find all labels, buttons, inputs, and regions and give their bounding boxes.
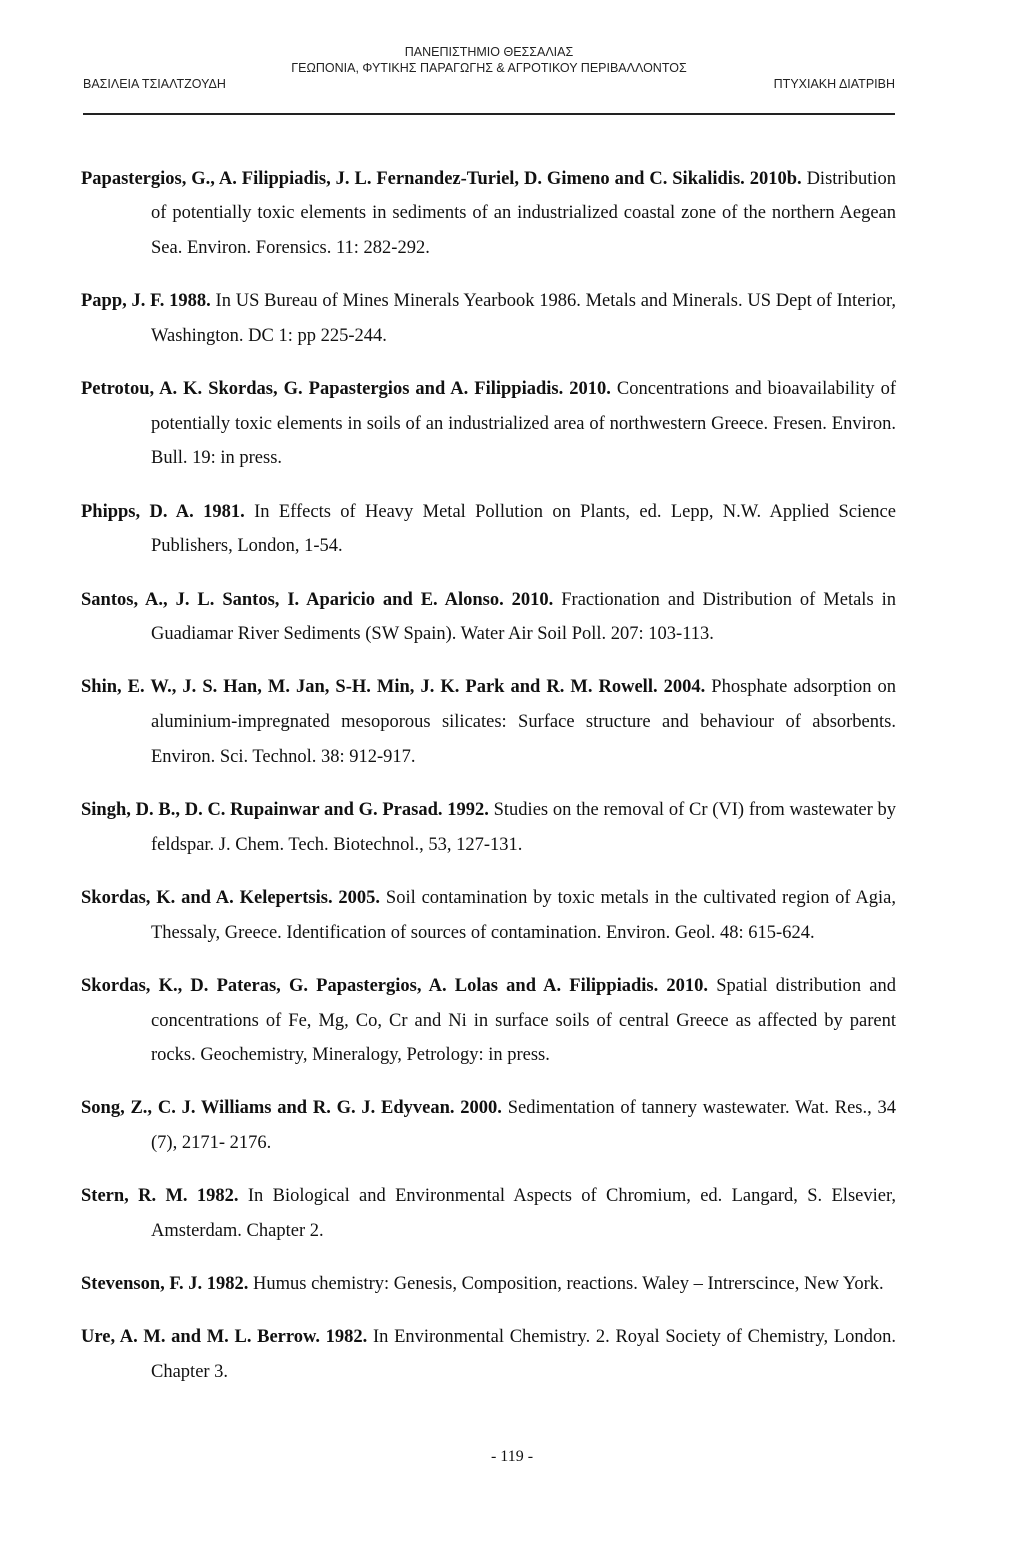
header-department: ΓΕΩΠΟΝΙΑ, ΦΥΤΙΚΗΣ ΠΑΡΑΓΩΓΗΣ & ΑΓΡΟΤΙΚΟΥ ΠΕΡΙΒΑΛΛΟΝΤΟΣ (291, 61, 687, 75)
page-number: - 119 - (490, 1448, 534, 1465)
reference-entry (81, 284, 896, 353)
reference-authors: Song, Z., C. J. Williams and R. G. J. Edyvean. 2000. (81, 1098, 502, 1119)
reference-text: Sedimentation of tannery wastewater. Wat. Res., 34 (7), 2171- 2176. (151, 1098, 897, 1154)
reference-authors: Skordas, K., D. Pateras, G. Papastergios, A. Lolas and A. Filippiadis. 2010. (81, 975, 709, 996)
header-thesis-label: ΠΤΥΧΙΑΚΗ ΔΙΑΤΡΙΒΗ (773, 77, 895, 91)
reference-authors: Santos, A., J. L. Santos, I. Aparicio and E. Alonso. 2010. (81, 589, 554, 610)
reference-entry (81, 670, 896, 774)
reference-text: In Effects of Heavy Metal Pollution on Plants, ed. Lepp, N.W. Applied Science Publishers, London, 1-54. (151, 501, 896, 557)
page-header (83, 44, 895, 94)
reference-entry (81, 1091, 896, 1160)
header-author: ΒΑΣΙΛΕΙΑ ΤΣΙΑΛΤΖΟΥΔΗ (83, 77, 226, 91)
reference-text: Phosphate adsorption on aluminium-impregnated mesoporous silicates: Surface structure and behaviour of absorbents. Environ. Sci. Technol. 38: 912-917. (151, 677, 897, 767)
header-row (83, 76, 895, 94)
reference-authors: Ure, A. M. and M. L. Berrow. 1982. (81, 1327, 368, 1348)
reference-entry (81, 1179, 896, 1248)
reference-authors: Papastergios, G., A. Filippiadis, J. L. Fernandez-Turiel, D. Gimeno and C. Sikalidis. 2010b. (81, 168, 802, 189)
reference-entry (81, 969, 896, 1073)
reference-text: Distribution of potentially toxic elements in sediments of an industrialized coastal zone of the northern Aegean Sea. Environ. Forensics. 11: 282-292. (151, 168, 896, 258)
reference-text: Spatial distribution and concentrations of Fe, Mg, Co, Cr and Ni in surface soils of central Greece as affected by parent rocks. Geochemistry, Mineralogy, Petrology: in press. (151, 975, 896, 1066)
reference-entry (81, 793, 896, 862)
reference-text: Studies on the removal of Cr (VI) from wastewater by feldspar. J. Chem. Tech. Biotechnol., 53, 127-131. (151, 800, 896, 855)
reference-text: Fractionation and Distribution of Metals in Guadiamar River Sediments (SW Spain). Water Air Soil Poll. 207: 103-113. (151, 589, 896, 645)
reference-authors: Shin, E. W., J. S. Han, M. Jan, S-H. Min, J. K. Park and R. M. Rowell. 2004. (81, 677, 706, 698)
reference-text: In Environmental Chemistry. 2. Royal Society of Chemistry, London. Chapter 3. (151, 1327, 896, 1383)
header-divider (83, 113, 895, 115)
reference-authors: Papp, J. F. 1988. (81, 291, 211, 312)
reference-entry (81, 1320, 896, 1389)
reference-text: In US Bureau of Mines Minerals Yearbook 1986. Metals and Minerals. US Dept of Interior, Washington. DC 1: pp 225-244. (151, 291, 897, 346)
reference-entry (81, 881, 896, 950)
reference-authors: Phipps, D. A. 1981. (81, 501, 245, 522)
reference-authors: Stern, R. M. 1982. (81, 1186, 239, 1207)
reference-authors: Singh, D. B., D. C. Rupainwar and G. Prasad. 1992. (81, 800, 489, 821)
reference-text: Concentrations and bioavailability of potentially toxic elements in soils of an industrialized area of northwestern Greece. Fresen. Environ. Bull. 19: in press. (151, 379, 896, 469)
reference-authors: Skordas, K. and A. Kelepertsis. 2005. (81, 887, 381, 908)
reference-entry (81, 583, 896, 652)
reference-entry (81, 495, 896, 564)
reference-list (81, 143, 896, 1396)
reference-text: In Biological and Environmental Aspects of Chromium, ed. Langard, S. Elsevier, Amsterdam. Chapter 2. (151, 1186, 896, 1242)
header-university: ΠΑΝΕΠΙΣΤΗΜΙΟ ΘΕΣΣΑΛΙΑΣ (404, 45, 574, 59)
reference-authors: Petrotou, A. K. Skordas, G. Papastergios and A. Filippiadis. 2010. (81, 379, 611, 400)
reference-entry (81, 162, 896, 266)
reference-authors: Stevenson, F. J. 1982. (81, 1274, 249, 1295)
reference-text: Soil contamination by toxic metals in the cultivated region of Agia, Thessaly, Greece. Identification of sources of contamination. Environ. Geol. 48: 615-624. (151, 887, 896, 943)
reference-text: Humus chemistry: Genesis, Composition, reactions. Waley – Intrerscince, New York. (248, 1274, 884, 1295)
reference-entry (81, 372, 896, 476)
reference-entry (81, 1267, 896, 1302)
